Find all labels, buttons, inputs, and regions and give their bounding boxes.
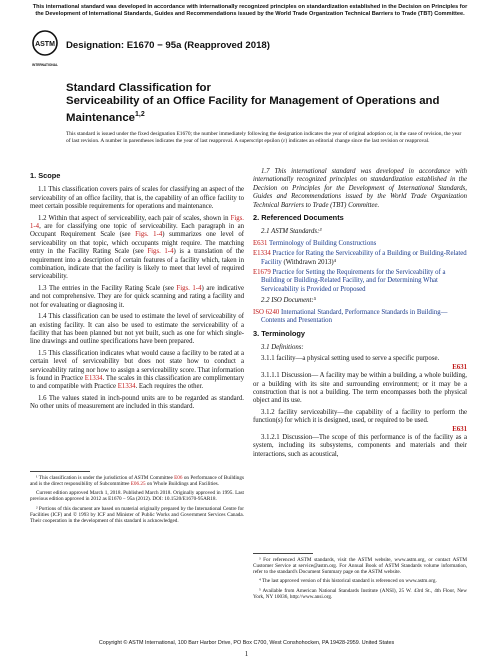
left-footnotes — [30, 471, 244, 528]
para-1-3 — [30, 285, 244, 310]
para-3-1-1-1: 3.1.1.1 Discussion— A facility may be within a building, a whole building, or a building with its site and surrounding environment; or it may be a construction that is not a building. The term encompasses both the physical object and its use. — [253, 372, 467, 405]
para-3-1-2-1: 3.1.2.1 Discussion—The scope of this performance is of the facility as a system, including its subsystems, components and materials and their interactions, such as acoustical, — [253, 433, 467, 458]
title-footnote-marker: 1,2 — [135, 111, 145, 119]
ref-title[interactable]: Terminology of Building Constructions — [268, 239, 377, 247]
footnote-divider — [30, 471, 90, 472]
footnote-1-c: on Whole Buildings and Facilities. — [145, 480, 219, 487]
ref-item[interactable] — [253, 250, 467, 267]
right-column — [253, 168, 467, 462]
e631-tag[interactable]: E631 — [452, 363, 467, 371]
footnote-4: ⁴ The last approved version of this historical standard is referenced on www.astm.org. — [259, 578, 437, 585]
para-1-2-a: 1.2 Within that aspect of serviceability, each pair of scales, shown in — [38, 214, 231, 222]
e06-25-link[interactable]: E06.25 — [130, 480, 146, 487]
svg-text:ASTM: ASTM — [35, 41, 55, 48]
left-column — [30, 168, 244, 415]
ref-extra: (Withdrawn 2013)⁴ — [281, 258, 336, 266]
ref-title[interactable]: Practice for Setting the Requirements for the Serviceability of a Building or Building-Related Facility, and for Determining What Serviceability is Provided or Proposed — [261, 269, 446, 293]
footnote-5: ⁵ Available from American National Standards Institute (ANSI), 25 W. 43rd St., 4th Floor, New York, NY 10036, http://www.ansi.org. — [253, 587, 467, 601]
footnote-1-edition: Current edition approved March 1, 2018. Published March 2018. Originally approved in 1995. Last previous edition approved in 2012 as E1670 − 95a (2012). DOI: 10.1520/E1670-95AR18. — [30, 490, 244, 503]
para-1-3-a: 1.3 The entries in the Facility Rating Scale (see — [38, 284, 177, 292]
issued-note: This standard is issued under the fixed designation E1670; the number immediately following the designation indicates the year of original adoption or, in the case of revision, the year of last revision. A number in parentheses indicates the year of last reapproval. A superscript epsilon (ε) indicates an editorial change since the last revision or reapproval. — [66, 131, 462, 144]
title-line-1: Standard Classification for — [66, 82, 211, 94]
e1334-link[interactable]: E1334 — [84, 374, 103, 382]
para-3-1-1: 3.1.1 facility—a physical setting used to serve a specific purpose. — [261, 355, 440, 363]
footnote-1 — [30, 475, 244, 488]
figs-link[interactable]: Figs. 1-4 — [135, 231, 163, 239]
figs-link[interactable]: Figs. 1-4 — [30, 214, 244, 231]
standard-title — [66, 82, 466, 125]
footnote-divider — [253, 553, 313, 554]
e06-link[interactable]: E06 — [174, 474, 183, 481]
section-scope-heading: 1. Scope — [30, 171, 61, 180]
para-1-6: 1.6 The values stated in inch-pound units are to be regarded as standard. No other units of measurement are included in this standard. — [30, 394, 244, 411]
ref-code[interactable]: E1334 — [253, 250, 271, 258]
iso-ref-item[interactable] — [253, 309, 467, 326]
footnote-1-b: on Performance of Buildings and is the direct responsibility of Subcommittee — [30, 474, 245, 487]
astm-logo — [32, 30, 58, 74]
ref-code[interactable]: E631 — [253, 239, 268, 247]
ref-code[interactable]: E1679 — [253, 269, 271, 277]
iso-code[interactable]: ISO 6240 — [253, 308, 280, 316]
designation: Designation: E1670 − 95a (Reapproved 2018) — [66, 40, 270, 51]
para-2-1: 2.1 ASTM Standards:³ — [261, 228, 322, 236]
para-1-5-c: . Each requires the other. — [135, 383, 204, 391]
footnote-2: ² Portions of this document are based on material originally prepared by the International Centre for Facilities (ICF) and © 1993 by ICF and Minister of Public Works and Government Services Canada. Their cooperation in the development of this standard is acknowledged. — [30, 505, 244, 525]
ref-item[interactable] — [253, 269, 467, 294]
iso-title[interactable]: International Standard, Performance Standards in Building—Contents and Presentation — [261, 308, 448, 325]
svg-text:INTERNATIONAL: INTERNATIONAL — [32, 63, 58, 67]
top-notice: This international standard was developed in accordance with internationally recognized principles on standardization established in the Decision on Principles for the Development of International Standards, Guides and Recommendations issued by the World Trade Organization Technical Barriers to Trade (TBT) Committee. — [32, 4, 468, 17]
section-referenced-documents-heading: 2. Referenced Documents — [253, 213, 344, 223]
ref-item[interactable] — [253, 240, 467, 248]
para-1-5 — [30, 350, 244, 392]
footnote-3: ³ For referenced ASTM standards, visit the ASTM website, www.astm.org, or contact ASTM Customer Service at service@astm.org. For Annual Book of ASTM Standards volume information, refer to the standard's Document Summary page on the ASTM website. — [253, 556, 467, 576]
right-footnotes — [253, 553, 467, 603]
title-line-2: Serviceability of an Office Facility for Management of Operations and Maintenance — [66, 95, 440, 125]
e1334-link[interactable]: E1334 — [117, 383, 136, 391]
para-1-2-c: ) summarizes one level of serviceability on that topic, which occupants might require. The matching entry in the Facility Rating Scale (see — [30, 231, 244, 256]
e631-tag[interactable]: E631 — [452, 425, 467, 433]
para-1-2-b: , are for classifying one topic of serviceability. Each paragraph in an Occupant Requirement Scale (see — [30, 223, 244, 239]
para-1-5-b: . The scales in this classification are complimentary to and compatible with Practice — [30, 374, 244, 391]
para-1-2-d: ) is a translation of the requirement into a description of certain features of a facility which, taken in combination, indicate that the facility is likely to meet that level of required serviceability. — [30, 248, 245, 281]
section-terminology-heading: 3. Terminology — [253, 328, 306, 338]
para-1-3-b: ) are indicative and not comprehensive. They are for quick scanning and rating a facility and not for evaluating or diagnosing it. — [30, 284, 245, 309]
page-number: 1 — [244, 650, 249, 658]
para-1-5-a: 1.5 This classification indicates what would cause a facility to be rated at a certain level of serviceability but does not state how to conduct a serviceability rating nor how to assign a serviceability score. That information is found in Practice — [30, 349, 244, 382]
para-1-1: 1.1 This classification covers pairs of scales for classifying an aspect of the serviceability of an office facility, that is, the capability of an office facility to meet certain possible requirements for operations and maintenance. — [30, 186, 244, 211]
para-3-1: 3.1 Definitions: — [261, 343, 304, 351]
figs-link[interactable]: Figs. 1-4 — [147, 248, 174, 256]
footnote-1-a: ¹ This classification is under the jurisdiction of ASTM Committee — [36, 474, 175, 481]
para-1-7: 1.7 This international standard was developed in accordance with internationally recognized principles on standardization established in the Decision on Principles for the Development of International Standards, Guides and Recommendations issued by the World Trade Organization Technical Barriers to Trade (TBT) Committee. — [253, 168, 467, 209]
para-3-1-2: 3.1.2 facility serviceability—the capability of a facility to perform the function(s) for which it is designed, used, or required to be used. — [253, 408, 467, 425]
figs-link[interactable]: Figs. 1-4 — [176, 284, 202, 292]
para-2-2: 2.2 ISO Document:⁵ — [261, 297, 317, 305]
copyright-line: Copyright © ASTM International, 100 Barr Harbor Drive, PO Box C700, West Conshohocken, PA 19428-2959. United States — [98, 640, 395, 646]
para-1-4: 1.4 This classification can be used to estimate the level of serviceability of an existing facility. It can also be used to estimate the serviceability of a facility that has been planned but not yet built, such as one for which single-line drawings and outline specifications have been prepared. — [30, 313, 244, 346]
ref-title[interactable]: Practice for Rating the Serviceability of a Building or Building-Related Facility — [261, 250, 467, 266]
para-1-2 — [30, 215, 244, 282]
